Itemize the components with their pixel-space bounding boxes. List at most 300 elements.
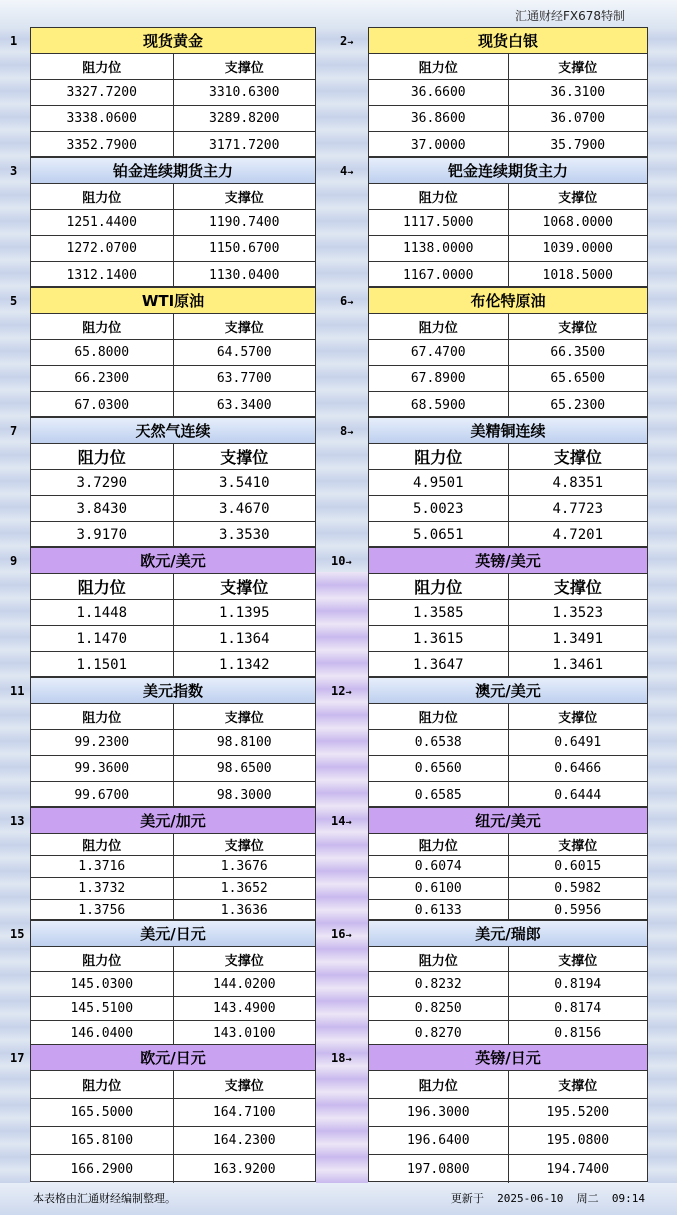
- table-row: [31, 236, 315, 262]
- support-header: 支撑位: [173, 704, 316, 729]
- resistance-value: 5.0651: [412, 527, 464, 543]
- section-number-12: [331, 684, 351, 698]
- section-number-text: 14: [331, 814, 346, 828]
- section-number-text: 8: [340, 424, 348, 438]
- resistance-header: 阻力位: [414, 578, 463, 597]
- resistance-value: 3327.7200: [66, 85, 137, 100]
- panel-title: 纽元/美元: [369, 808, 647, 834]
- section-number-16: [331, 927, 351, 941]
- section-number-text: 4: [340, 164, 348, 178]
- support-value: 1039.0000: [508, 236, 648, 261]
- support-value: 3171.7200: [173, 132, 316, 158]
- panel-title: 钯金连续期货主力: [369, 158, 647, 184]
- table-row: [369, 626, 647, 652]
- table-row: [369, 1021, 647, 1046]
- support-header: 支撑位: [508, 54, 648, 79]
- support-value: 0.8156: [508, 1021, 648, 1046]
- section-number-18: [331, 1051, 351, 1065]
- panel-title: 美元/日元: [31, 921, 315, 947]
- support-value: 1.3652: [173, 878, 316, 899]
- support-value: 163.9200: [173, 1155, 316, 1183]
- support-value: 1.1342: [173, 652, 316, 678]
- support-header: 支撑位: [508, 947, 648, 971]
- header-title: 汇通财经FX678特制: [514, 9, 625, 23]
- resistance-header: 阻力位: [77, 448, 126, 467]
- resistance-header: 阻力位: [82, 321, 122, 336]
- table-row: [369, 262, 647, 288]
- support-value: 1.3523: [508, 600, 648, 625]
- support-value: 98.8100: [173, 730, 316, 755]
- quote-panel-8: [368, 417, 648, 547]
- section-number-text: 6: [340, 294, 348, 308]
- resistance-value: 1.1448: [76, 604, 128, 621]
- table-row: [31, 626, 315, 652]
- section-number-10: [331, 554, 351, 568]
- support-value: 195.0800: [508, 1127, 648, 1154]
- resistance-header: 阻力位: [82, 711, 122, 726]
- resistance-value: 1251.4400: [66, 215, 137, 230]
- support-value: 3289.8200: [173, 106, 316, 131]
- column-header-row: [369, 1071, 647, 1099]
- table-row: [369, 132, 647, 158]
- column-header-row: [369, 704, 647, 730]
- column-header-row: [31, 704, 315, 730]
- support-header: 支撑位: [508, 184, 648, 209]
- support-value: 143.4900: [173, 997, 316, 1020]
- support-value: 3.3530: [173, 522, 316, 548]
- arrow-right-icon: →: [345, 817, 352, 828]
- panel-title: 美精铜连续: [369, 418, 647, 444]
- arrow-right-icon: →: [347, 297, 354, 308]
- resistance-value: 166.2900: [70, 1161, 134, 1177]
- resistance-value: 197.0800: [406, 1161, 470, 1177]
- resistance-value: 3352.7900: [66, 137, 137, 153]
- panel-title: WTI原油: [31, 288, 315, 314]
- section-number-text: 13: [10, 814, 25, 828]
- resistance-value: 1.3756: [78, 903, 126, 918]
- resistance-value: 145.0300: [70, 976, 134, 992]
- resistance-value: 5.0023: [412, 500, 464, 517]
- section-number-text: 5: [10, 294, 18, 308]
- support-header: 支撑位: [173, 1071, 316, 1098]
- panel-title: 美元/加元: [31, 808, 315, 834]
- resistance-value: 1.1501: [76, 657, 128, 673]
- support-header: 支撑位: [508, 834, 648, 855]
- resistance-header: 阻力位: [414, 448, 463, 467]
- quote-panel-15: [30, 920, 316, 1045]
- table-row: [369, 1155, 647, 1183]
- section-number-2: [340, 34, 353, 48]
- resistance-value: 196.6400: [406, 1133, 470, 1148]
- support-value: 1.3636: [173, 900, 316, 921]
- panel-title: 铂金连续期货主力: [31, 158, 315, 184]
- arrow-right-icon: →: [345, 557, 352, 568]
- table-row: [369, 106, 647, 132]
- arrow-right-icon: →: [347, 167, 354, 178]
- support-value: 194.7400: [508, 1155, 648, 1183]
- table-row: [369, 236, 647, 262]
- section-number-text: 11: [10, 684, 25, 698]
- support-value: 1150.6700: [173, 236, 316, 261]
- resistance-value: 0.6560: [414, 761, 462, 776]
- section-number-text: 3: [10, 164, 18, 178]
- support-value: 0.6015: [508, 856, 648, 877]
- table-row: [31, 900, 315, 921]
- section-number-3: [10, 164, 17, 178]
- support-header: 支撑位: [508, 1071, 648, 1098]
- quote-panel-7: [30, 417, 316, 547]
- table-row: [31, 878, 315, 900]
- quote-panel-9: [30, 547, 316, 677]
- panel-title: 美元/瑞郎: [369, 921, 647, 947]
- column-header-row: [369, 444, 647, 470]
- resistance-value: 1.1470: [76, 630, 128, 647]
- resistance-value: 1272.0700: [66, 241, 137, 256]
- table-row: [31, 652, 315, 678]
- middle-stripe-purple: [316, 572, 368, 1183]
- quote-panel-5: [30, 287, 316, 417]
- table-row: [31, 600, 315, 626]
- table-row: [369, 340, 647, 366]
- support-value: 4.7201: [508, 522, 648, 548]
- section-number-text: 2: [340, 34, 348, 48]
- table-row: [369, 1127, 647, 1155]
- panel-title: 天然气连续: [31, 418, 315, 444]
- panel-title: 美元指数: [31, 678, 315, 704]
- table-row: [31, 132, 315, 158]
- section-number-9: [10, 554, 17, 568]
- arrow-right-icon: →: [345, 687, 352, 698]
- table-row: [369, 856, 647, 878]
- resistance-value: 3.9170: [76, 527, 128, 543]
- support-value: 1018.5000: [508, 262, 648, 288]
- table-row: [31, 1021, 315, 1046]
- resistance-value: 99.2300: [74, 735, 130, 750]
- section-number-1: [10, 34, 17, 48]
- panel-title: 澳元/美元: [369, 678, 647, 704]
- resistance-value: 3.8430: [76, 500, 128, 517]
- resistance-value: 0.6133: [414, 903, 462, 918]
- resistance-value: 3.7290: [76, 474, 128, 491]
- table-row: [369, 522, 647, 548]
- panel-title: 英镑/日元: [369, 1045, 647, 1071]
- resistance-value: 3338.0600: [66, 111, 137, 126]
- resistance-value: 67.4700: [410, 345, 466, 360]
- footer-note: 本表格由汇通财经编制整理。: [33, 1192, 176, 1205]
- resistance-value: 1.3716: [78, 859, 126, 874]
- support-value: 3.4670: [173, 496, 316, 521]
- resistance-value: 165.8100: [70, 1133, 134, 1148]
- support-header: 支撑位: [173, 184, 316, 209]
- support-value: 1.3491: [508, 626, 648, 651]
- resistance-value: 68.5900: [410, 397, 466, 413]
- resistance-value: 4.9501: [412, 474, 464, 491]
- support-value: 1190.7400: [173, 210, 316, 235]
- section-number-8: [340, 424, 353, 438]
- support-value: 164.2300: [173, 1127, 316, 1154]
- support-header: 支撑位: [508, 314, 648, 339]
- quote-panel-13: [30, 807, 316, 920]
- support-header: 支撑位: [508, 704, 648, 729]
- arrow-right-icon: →: [347, 427, 354, 438]
- support-value: 0.6491: [508, 730, 648, 755]
- panel-title: 布伦特原油: [369, 288, 647, 314]
- resistance-value: 0.6585: [414, 787, 462, 803]
- resistance-value: 0.6074: [414, 859, 462, 874]
- table-row: [369, 600, 647, 626]
- section-number-text: 15: [10, 927, 25, 941]
- section-number-text: 17: [10, 1051, 25, 1065]
- quote-panel-16: [368, 920, 648, 1045]
- quote-panel-12: [368, 677, 648, 807]
- quote-panel-14: [368, 807, 648, 920]
- resistance-value: 67.8900: [410, 371, 466, 386]
- arrow-right-icon: →: [345, 930, 352, 941]
- support-header: 支撑位: [173, 54, 316, 79]
- table-row: [31, 972, 315, 997]
- table-row: [31, 782, 315, 808]
- resistance-header: 阻力位: [82, 839, 122, 854]
- section-number-11: [10, 684, 24, 698]
- resistance-header: 阻力位: [82, 61, 122, 76]
- resistance-value: 67.0300: [74, 397, 130, 413]
- support-value: 98.6500: [173, 756, 316, 781]
- support-value: 195.5200: [508, 1099, 648, 1126]
- resistance-value: 0.8270: [414, 1026, 462, 1041]
- resistance-header: 阻力位: [418, 1079, 458, 1094]
- resistance-header: 阻力位: [418, 711, 458, 726]
- support-value: 65.6500: [508, 366, 648, 391]
- arrow-right-icon: →: [345, 1054, 352, 1065]
- section-number-text: 18: [331, 1051, 346, 1065]
- resistance-header: 阻力位: [82, 953, 122, 969]
- support-value: 63.3400: [173, 392, 316, 418]
- table-row: [31, 106, 315, 132]
- column-header-row: [31, 1071, 315, 1099]
- resistance-value: 165.5000: [70, 1105, 134, 1120]
- column-header-row: [369, 947, 647, 972]
- support-value: 3310.6300: [173, 80, 316, 105]
- table-row: [31, 730, 315, 756]
- table-row: [31, 80, 315, 106]
- panel-title: 现货白银: [369, 28, 647, 54]
- right-stripe: [648, 0, 677, 1215]
- resistance-header: 阻力位: [418, 191, 458, 206]
- support-value: 143.0100: [173, 1021, 316, 1046]
- table-row: [31, 1099, 315, 1127]
- resistance-value: 36.8600: [410, 111, 466, 126]
- resistance-value: 146.0400: [70, 1026, 134, 1041]
- table-row: [369, 900, 647, 921]
- section-number-text: 9: [10, 554, 18, 568]
- quote-panel-6: [368, 287, 648, 417]
- support-value: 98.3000: [173, 782, 316, 808]
- panel-title: 现货黄金: [31, 28, 315, 54]
- table-row: [369, 756, 647, 782]
- table-row: [369, 652, 647, 678]
- quote-panel-11: [30, 677, 316, 807]
- resistance-value: 1.3615: [412, 630, 464, 647]
- section-number-17: [10, 1051, 24, 1065]
- section-number-7: [10, 424, 17, 438]
- section-number-text: 10: [331, 554, 346, 568]
- table-row: [369, 997, 647, 1021]
- column-header-row: [369, 574, 647, 600]
- section-number-15: [10, 927, 24, 941]
- table-row: [31, 997, 315, 1021]
- column-header-row: [369, 834, 647, 856]
- section-number-5: [10, 294, 17, 308]
- support-value: 1.3676: [173, 856, 316, 877]
- support-header: 支撑位: [173, 314, 316, 339]
- table-row: [31, 522, 315, 548]
- table-row: [369, 210, 647, 236]
- table-row: [369, 366, 647, 392]
- resistance-value: 0.8232: [414, 976, 462, 992]
- quote-panel-17: [30, 1044, 316, 1182]
- update-weekday: 周二: [576, 1192, 599, 1205]
- support-header: 支撑位: [173, 444, 316, 469]
- support-value: 164.7100: [173, 1099, 316, 1126]
- support-value: 65.2300: [508, 392, 648, 418]
- support-header: 支撑位: [173, 574, 316, 599]
- quote-panel-4: [368, 157, 648, 287]
- quote-panel-10: [368, 547, 648, 677]
- section-number-text: 12: [331, 684, 346, 698]
- section-number-4: [340, 164, 353, 178]
- resistance-value: 0.8250: [414, 1001, 462, 1016]
- table-row: [31, 470, 315, 496]
- resistance-value: 1312.1400: [66, 267, 137, 283]
- resistance-value: 37.0000: [410, 137, 466, 153]
- support-value: 0.5956: [508, 900, 648, 921]
- arrow-right-icon: →: [347, 37, 354, 48]
- table-row: [31, 756, 315, 782]
- support-header: 支撑位: [173, 834, 316, 855]
- resistance-value: 99.6700: [74, 787, 130, 803]
- resistance-value: 36.6600: [410, 85, 466, 100]
- resistance-header: 阻力位: [77, 578, 126, 597]
- panel-title: 英镑/美元: [369, 548, 647, 574]
- table-row: [31, 1155, 315, 1183]
- panel-title: 欧元/日元: [31, 1045, 315, 1071]
- resistance-header: 阻力位: [418, 61, 458, 76]
- support-header: 支撑位: [173, 947, 316, 971]
- updated-label: 更新于: [450, 1192, 484, 1205]
- resistance-value: 1.3647: [412, 657, 464, 673]
- table-row: [369, 392, 647, 418]
- support-value: 144.0200: [173, 972, 316, 996]
- support-value: 0.6466: [508, 756, 648, 781]
- section-number-text: 16: [331, 927, 346, 941]
- quote-panel-18: [368, 1044, 648, 1182]
- table-row: [31, 1127, 315, 1155]
- table-row: [369, 80, 647, 106]
- support-value: 1130.0400: [173, 262, 316, 288]
- column-header-row: [31, 54, 315, 80]
- support-header: 支撑位: [508, 574, 648, 599]
- support-value: 66.3500: [508, 340, 648, 365]
- table-row: [369, 782, 647, 808]
- support-value: 4.7723: [508, 496, 648, 521]
- panel-title: 欧元/美元: [31, 548, 315, 574]
- left-stripe: [0, 0, 30, 1215]
- table-row: [369, 730, 647, 756]
- resistance-header: 阻力位: [82, 1079, 122, 1094]
- quote-panel-3: [30, 157, 316, 287]
- support-value: 0.8174: [508, 997, 648, 1020]
- update-time: [451, 1190, 645, 1206]
- resistance-value: 99.3600: [74, 761, 130, 776]
- section-number-14: [331, 814, 351, 828]
- support-value: 36.3100: [508, 80, 648, 105]
- resistance-value: 1.3585: [412, 604, 464, 621]
- table-row: [31, 210, 315, 236]
- section-number-6: [340, 294, 353, 308]
- table-row: [31, 392, 315, 418]
- resistance-value: 145.5100: [70, 1001, 134, 1016]
- column-header-row: [369, 54, 647, 80]
- table-row: [369, 1099, 647, 1127]
- table-row: [31, 366, 315, 392]
- column-header-row: [31, 444, 315, 470]
- resistance-value: 65.8000: [74, 345, 130, 360]
- quote-panel-2: [368, 27, 648, 157]
- column-header-row: [31, 574, 315, 600]
- table-row: [369, 972, 647, 997]
- support-value: 1.1364: [173, 626, 316, 651]
- table-row: [31, 262, 315, 288]
- resistance-value: 0.6538: [414, 735, 462, 750]
- resistance-value: 1.3732: [78, 881, 126, 896]
- section-number-text: 1: [10, 34, 18, 48]
- table-row: [369, 470, 647, 496]
- column-header-row: [31, 947, 315, 972]
- column-header-row: [31, 184, 315, 210]
- table-row: [369, 496, 647, 522]
- section-number-13: [10, 814, 24, 828]
- resistance-value: 1117.5000: [403, 215, 474, 230]
- support-value: 0.8194: [508, 972, 648, 996]
- resistance-value: 0.6100: [414, 881, 462, 896]
- support-value: 35.7900: [508, 132, 648, 158]
- column-header-row: [369, 314, 647, 340]
- update-date: 2025-06-10: [497, 1192, 564, 1205]
- update-clock: 09:14: [611, 1192, 645, 1205]
- table-row: [369, 878, 647, 900]
- support-value: 63.7700: [173, 366, 316, 391]
- section-number-text: 7: [10, 424, 18, 438]
- support-value: 64.5700: [173, 340, 316, 365]
- resistance-header: 阻力位: [418, 321, 458, 336]
- resistance-header: 阻力位: [418, 953, 458, 969]
- support-header: 支撑位: [508, 444, 648, 469]
- table-row: [31, 340, 315, 366]
- resistance-value: 196.3000: [406, 1105, 470, 1120]
- support-value: 1.3461: [508, 652, 648, 678]
- support-value: 3.5410: [173, 470, 316, 495]
- table-row: [31, 856, 315, 878]
- resistance-value: 1167.0000: [403, 267, 474, 283]
- support-value: 36.0700: [508, 106, 648, 131]
- column-header-row: [369, 184, 647, 210]
- quote-panel-1: [30, 27, 316, 157]
- support-value: 1.1395: [173, 600, 316, 625]
- support-value: 0.5982: [508, 878, 648, 899]
- support-value: 4.8351: [508, 470, 648, 495]
- support-value: 1068.0000: [508, 210, 648, 235]
- resistance-header: 阻力位: [418, 839, 458, 854]
